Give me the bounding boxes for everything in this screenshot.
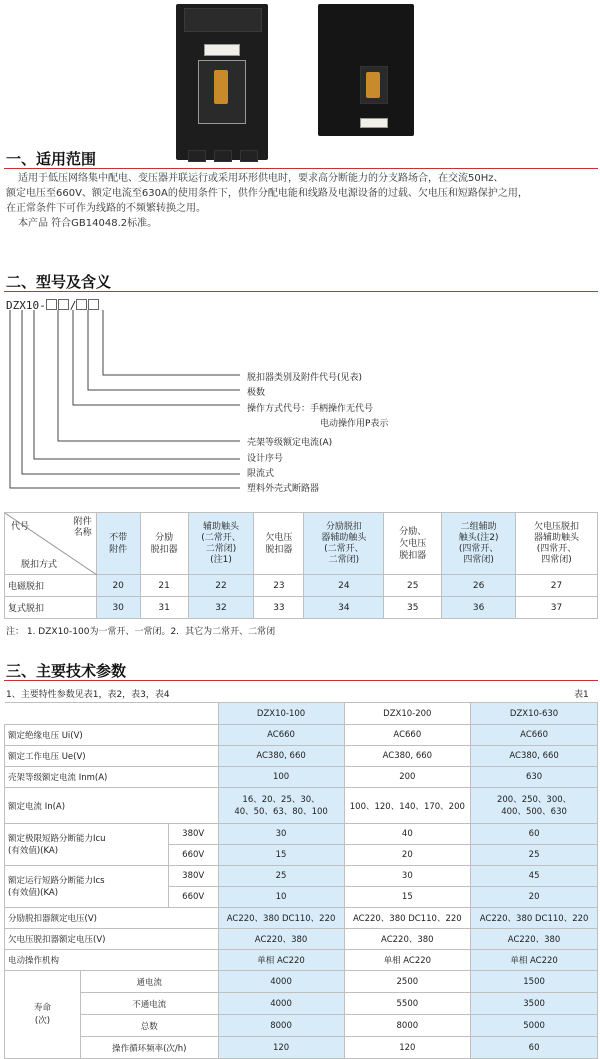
row-label: 额定运行短路分断能力Ics (有效值)(KA) [5,866,169,908]
label-plate [360,118,388,128]
table-cell: 200、250、300、 400、500、630 [471,788,598,824]
code-box [76,299,87,310]
row-label: 总数 [80,1015,218,1037]
table-cell: 4000 [218,971,344,993]
code-box [58,299,69,310]
row-label: 通电流 [80,971,218,993]
table-cell: 20 [344,845,471,866]
row-label: 额定电流 In(A) [5,788,219,824]
table-cell: 25 [218,866,344,887]
header-blank [5,703,219,725]
scope-line-2: 额定电压至660V、额定电流至630A的使用条件下，供作分配电能和线路及电源设备的过载、欠电压和短路保护之用， [6,188,528,199]
table-cell: 23 [254,575,304,597]
table-cell: 40 [344,824,471,845]
legend-trip-type: 脱扣器类别及附件代号(见表) [247,373,363,383]
table-cell: AC380, 660 [218,746,344,767]
table-cell: 16、20、25、30、 40、50、63、80、100 [218,788,344,824]
row-label: 操作循环频率(次/h) [80,1037,218,1059]
table-cell: 单相 AC220 [218,950,344,971]
voltage-label: 380V [168,866,218,887]
table-cell: 单相 AC220 [344,950,471,971]
table-cell: AC380, 660 [344,746,471,767]
header-shunt: 分励 脱扣器 [140,513,188,575]
model-prefix: DZX10- [6,299,46,312]
row-label: 电动操作机构 [5,950,219,971]
header-under-aux: 欠电压脱扣 器辅助触头 (四常开、 四常闭) [516,513,598,575]
column-header: DZX10-200 [344,703,471,725]
table-corner [5,513,97,575]
code-box [46,299,57,310]
table-cell: 20 [96,575,140,597]
corner-accessory: 附件 名称 [73,517,92,538]
table-cell: AC660 [471,725,598,746]
table-cell: 32 [188,597,254,619]
legend-motor-operation: 电动操作用P表示 [320,419,389,429]
handle-icon [366,72,380,98]
table-cell: 21 [140,575,188,597]
table-cell: 25 [384,575,442,597]
table-cell: 8000 [218,1015,344,1037]
row-label: 电磁脱扣 [5,575,97,597]
accessory-table [4,512,598,619]
table-cell: 1500 [471,971,598,993]
table-cell: 100、120、140、170、200 [344,788,471,824]
voltage-label: 380V [168,824,218,845]
section-title-params: 三、主要技术参数 [6,662,127,680]
table-cell: AC220、380 [344,929,471,950]
table-cell: 30 [344,866,471,887]
row-label: 额定工作电压 Ue(V) [5,746,219,767]
table-cell: 27 [516,575,598,597]
header-two-aux: 二组辅助 触头(注2) (四常开、 四常闭) [442,513,516,575]
legend-operation: 操作方式代号：手柄操作无代号 [247,404,374,414]
row-label: 额定极限短路分断能力Icu (有效值)(KA) [5,824,169,866]
table-cell: 15 [344,887,471,908]
table-cell: 100 [218,767,344,788]
section-title-model: 二、型号及含义 [6,273,112,291]
header-shunt-aux: 分励脱扣 器辅助触头 (二常开、 二常闭) [304,513,384,575]
label-plate [204,44,240,56]
table-cell: 26 [442,575,516,597]
table-cell: 45 [471,866,598,887]
column-header: DZX10-100 [218,703,344,725]
life-label: 寿命 (次) [5,971,81,1059]
table-cell: AC380, 660 [471,746,598,767]
table-cell: 5500 [344,993,471,1015]
header-shunt-under: 分励、 欠电压 脱扣器 [384,513,442,575]
table-cell: 22 [188,575,254,597]
row-label: 分励脱扣器额定电压(V) [5,908,219,929]
table-cell: 10 [218,887,344,908]
row-label: 额定绝缘电压 Ui(V) [5,725,219,746]
accessory-note: 注： 1. DZX10-100为一常开、一常闭。2．其它为二常开、二常闭 [6,627,276,637]
scope-line-3: 在正常条件下可作为线路的不频繁转换之用。 [6,203,206,214]
table-cell: 35 [384,597,442,619]
model-leader-lines [0,310,250,500]
table-cell: 30 [96,597,140,619]
header-aux: 辅助触头 (二常开、 二常闭) (注1) [188,513,254,575]
table-cell: 30 [218,824,344,845]
table-cell: 60 [471,824,598,845]
table-cell: 15 [218,845,344,866]
table-cell: 2500 [344,971,471,993]
table-cell: 120 [344,1037,471,1059]
legend-frame-current: 壳架等级额定电流(A) [247,438,333,448]
table-cell: 3500 [471,993,598,1015]
legend-design-no: 设计序号 [247,454,284,464]
table-cell: AC220、380 DC110、220 [344,908,471,929]
table-cell: 4000 [218,993,344,1015]
table-cell: 200 [344,767,471,788]
header-no-accessory: 不带 附件 [96,513,140,575]
scope-line-1: 适用于低压网络集中配电、变压器并联运行或采用环形供电时，要求高分断能力的分支路场合，在交流50Hz、 [18,173,504,184]
table-cell: AC220、380 DC110、220 [471,908,598,929]
row-label: 欠电压脱扣器额定电压(V) [5,929,219,950]
corner-code: 代号 [11,522,30,532]
legend-poles: 极数 [247,388,266,398]
table-label: 表1 [574,690,589,700]
table-cell: AC220、380 [218,929,344,950]
param-table [4,702,598,1059]
code-box [88,299,99,310]
table-cell: 60 [471,1037,598,1059]
terminal-cover [184,8,262,32]
row-label: 复式脱扣 [5,597,97,619]
legend-current-limit: 限流式 [247,469,275,479]
table-cell: 20 [471,887,598,908]
table-cell: 31 [140,597,188,619]
table-cell: AC660 [344,725,471,746]
table-cell: 24 [304,575,384,597]
product-photo-breaker-closed [318,4,414,136]
table-cell: 单相 AC220 [471,950,598,971]
table-cell: 37 [516,597,598,619]
standard-note: 本产品 符合GB14048.2标准。 [18,218,158,229]
legend-mccb: 塑料外壳式断路器 [247,484,320,494]
table-cell: 33 [254,597,304,619]
table-cell: 34 [304,597,384,619]
section-divider [4,291,598,292]
table-cell: 5000 [471,1015,598,1037]
table-cell: 630 [471,767,598,788]
table-cell: 36 [442,597,516,619]
corner-trip: 脱扣方式 [21,560,58,570]
table-cell: AC220、380 [471,929,598,950]
handle-icon [214,70,228,104]
voltage-label: 660V [168,845,218,866]
table-cell: 120 [218,1037,344,1059]
row-label: 壳架等级额定电流 Inm(A) [5,767,219,788]
table-cell: AC660 [218,725,344,746]
params-subtitle: 1、主要特性参数见表1，表2，表3，表4 [6,690,170,700]
model-separator: / [69,299,77,312]
column-header: DZX10-630 [471,703,598,725]
section-divider [4,168,598,169]
product-photo-breaker-open [176,4,268,160]
header-undervoltage: 欠电压 脱扣器 [254,513,304,575]
voltage-label: 660V [168,887,218,908]
table-cell: 25 [471,845,598,866]
section-divider [4,680,598,681]
row-label: 不通电流 [80,993,218,1015]
table-cell: AC220、380 DC110、220 [218,908,344,929]
section-title-scope: 一、适用范围 [6,150,97,168]
table-cell: 8000 [344,1015,471,1037]
